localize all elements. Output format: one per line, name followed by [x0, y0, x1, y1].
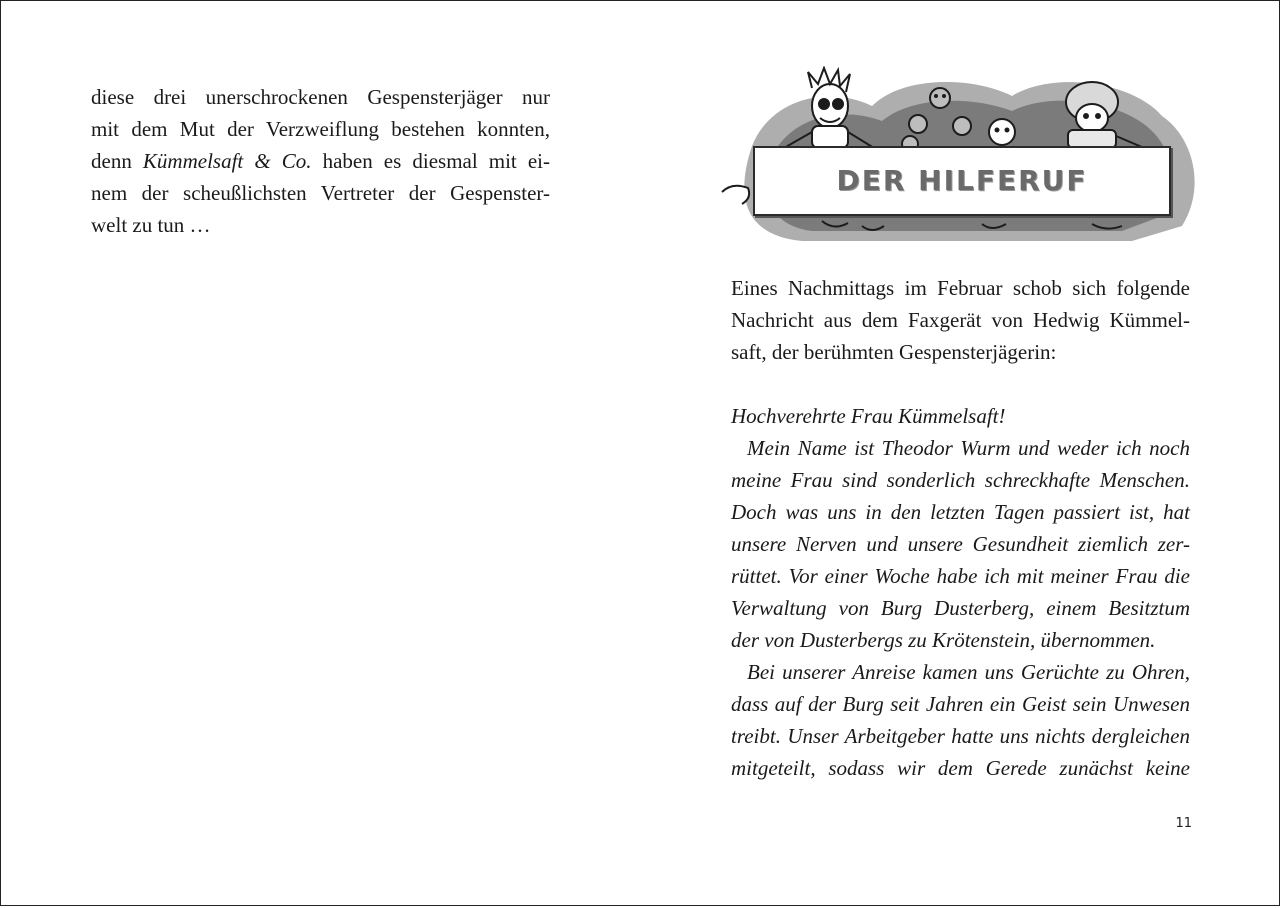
text-line: Nachricht aus dem Faxgerät von Hedwig Kümmel- — [731, 308, 1190, 332]
letter-line: unsere Nerven und unsere Gesundheit ziemlich zer- — [731, 532, 1190, 556]
letter-line: treibt. Unser Arbeitgeber hatte uns nichts dergleichen — [731, 724, 1190, 748]
letter-line: mitgeteilt, sodass wir dem Gerede zunächst keine — [731, 756, 1190, 780]
text-line: nem der scheußlichsten Vertreter der Gespenster- — [91, 181, 550, 205]
letter-salutation: Hochverehrte Frau Kümmelsaft! — [731, 404, 1006, 428]
chapter-title: DER HILFERUF — [836, 164, 1088, 197]
letter-line: der von Dusterbergs zu Krötenstein, übernommen. — [731, 628, 1156, 652]
letter-line: Bei unserer Anreise kamen uns Gerüchte zu Ohren, — [747, 660, 1190, 684]
letter-line: meine Frau sind sonderlich schreckhafte Menschen. — [731, 468, 1190, 492]
text-line: welt zu tun … — [91, 213, 211, 237]
letter-line: rüttet. Vor einer Woche habe ich mit meiner Frau die — [731, 564, 1190, 588]
letter-line: dass auf der Burg seit Jahren ein Geist sein Unwesen — [731, 692, 1190, 716]
text-line: denn Kümmelsaft & Co. haben es diesmal mit ei- — [91, 149, 550, 173]
italic-title: Kümmelsaft & Co. — [142, 149, 312, 173]
text-line: diese drei unerschrockenen Gespensterjäger nur — [91, 85, 550, 109]
text-line: saft, der berühmten Gespensterjägerin: — [731, 340, 1057, 364]
letter-line: Doch was uns in den letzten Tagen passiert ist, hat — [731, 500, 1190, 524]
page-number: 11 — [1175, 816, 1192, 831]
letter-line: Verwaltung von Burg Dusterberg, einem Besitztum — [731, 596, 1190, 620]
text-line: Eines Nachmittags im Februar schob sich folgende — [731, 276, 1190, 300]
letter-line: Mein Name ist Theodor Wurm und weder ich noch — [747, 436, 1190, 460]
text-line: mit dem Mut der Verzweiflung bestehen konnten, — [91, 117, 550, 141]
